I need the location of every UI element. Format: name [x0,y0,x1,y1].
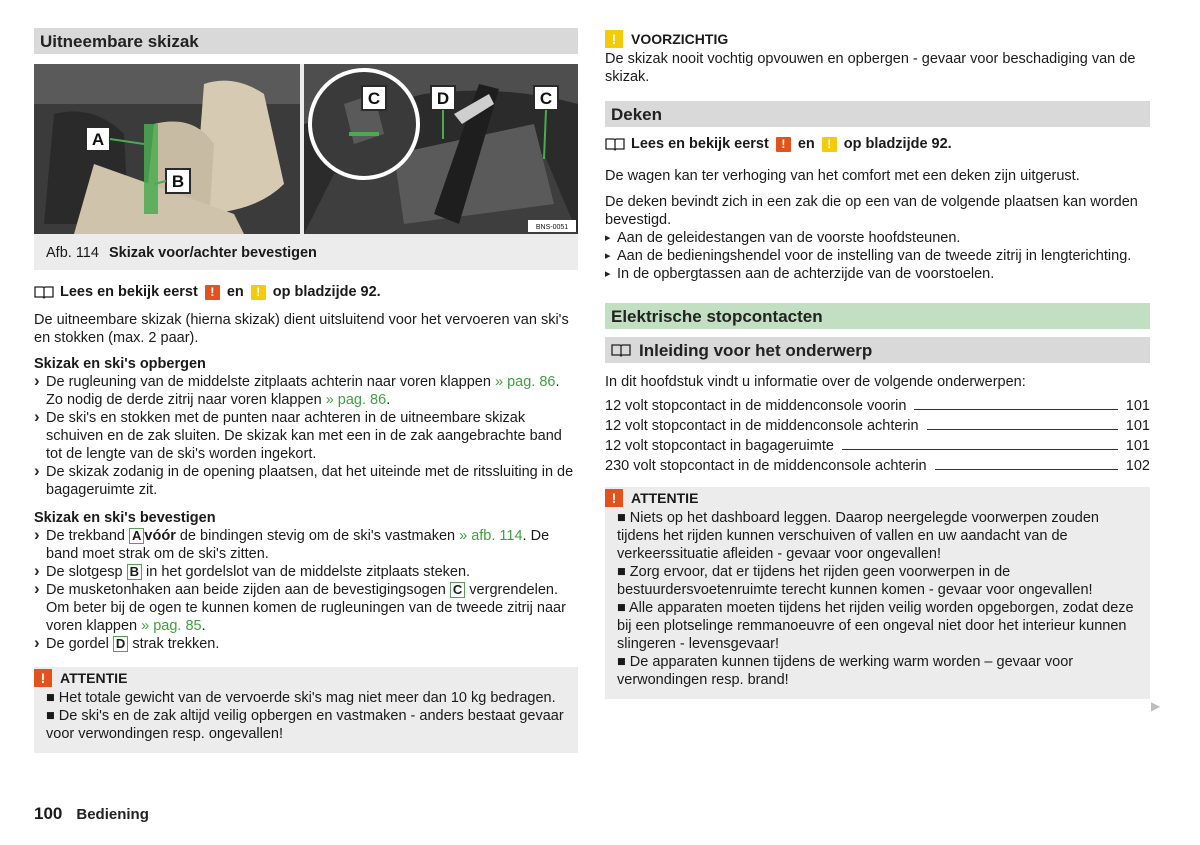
caution-title: VOORZICHTIG [631,31,729,47]
step-item: › De skizak zodanig in de opening plaatsen, dat het uiteinde met de ritssluiting in de bagageruimte zit. [34,463,578,499]
callout-b: B [171,172,185,191]
warning-title: ATTENTIE [631,490,699,506]
toc-intro: In dit hoofdstuk vindt u informatie over de volgende onderwerpen: [605,374,1026,390]
toc-row[interactable]: 12 volt stopcontact in de middenconsole achterin 101 [605,418,1150,434]
book-icon [611,343,631,357]
step-item: › De slotgesp B in het gordelslot van de middelste zitplaats steken. [34,563,578,581]
figure-code: BNS-0051 [535,224,569,231]
page-link[interactable]: » pag. 86 [494,374,556,390]
page-footer [34,805,149,824]
warning-box [34,667,578,753]
warning-yellow-icon: ! [251,285,266,300]
read-first-post: op bladzijde 92. [843,136,952,152]
warning-red-icon: ! [205,285,220,300]
read-first-mid: en [226,284,244,300]
step-item: › De musketonhaken aan beide zijden aan de bevestigingsogen C vergrendelen. Om beter bij de ogen te kunnen komen de rugleuningen van de tweede zitrij naar voren klappen » pag. 85. [34,581,578,635]
page-link[interactable]: » pag. 86 [325,392,387,408]
callout-box: B [127,564,142,580]
callout-box: D [113,636,128,652]
photo-front-seats [34,64,300,234]
callout-box: C [450,582,465,598]
deken-paragraph-1: De wagen kan ter verhoging van het comfort met een deken zijn uitgerust. [605,168,1080,184]
deken-paragraph-2: De deken bevindt zich in een zak die op een van de volgende plaatsen kan worden bevestigd. [605,194,1138,228]
callout-c-left: C [367,89,381,108]
warning-icon: ! [34,669,52,687]
subsection-title [605,337,1150,363]
figure [34,64,578,270]
figure-images [34,64,578,234]
caution-box [605,28,1150,86]
warning-title: ATTENTIE [60,670,128,686]
warning-icon: ! [605,489,623,507]
bullet-item: ▸ Aan de geleidestangen van de voorste hoofdsteunen. [605,229,1150,247]
warning-item: ■ Zorg ervoor, dat er tijdens het rijden geen voorwerpen in de bestuurdersvoetenruimte terecht kunnen komen - gevaar voor ongevallen! [617,564,1093,598]
read-first [605,135,1150,153]
callout-d: D [436,89,450,108]
warning-item: ■ Alle apparaten moeten tijdens het rijden veilig worden opgeborgen, zodat deze bij een plotselinge remmanoeuvre of een ongeval niet door het interieur kunnen slingeren - levensgevaar! [617,600,1134,652]
photo-trunk [304,64,578,234]
toc-row[interactable]: 230 volt stopcontact in de middenconsole achterin 102 [605,458,1150,474]
read-first [34,283,578,301]
caution-header [605,28,1150,50]
warning-box [605,487,1150,699]
next-page-icon: ▶ [1151,699,1161,713]
caution-text: De skizak nooit vochtig opvouwen en opbergen - gevaar voor beschadiging van de skizak. [605,51,1136,85]
warning-item: ■ Het totale gewicht van de vervoerde ski's mag niet meer dan 10 kg bedragen. [46,690,556,706]
figure-title: Skizak voor/achter bevestigen [108,245,317,261]
intro-paragraph: De uitneembare skizak (hierna skizak) dient uitsluitend voor het vervoeren van ski's en stokken (max. 2 paar). [34,312,569,346]
section-title: Uitneembare skizak [34,28,578,54]
read-first-post: op bladzijde 92. [272,284,381,300]
section-title-deken: Deken [605,101,1150,127]
toc-row[interactable]: 12 volt stopcontact in bagageruimte 101 [605,438,1150,454]
toc-list [605,397,1150,477]
figure-link[interactable]: » afb. 114 [459,528,523,544]
warning-header [34,667,566,689]
page-number: 100 [34,804,63,823]
section-title-sockets: Elektrische stopcontacten [605,303,1150,329]
warning-item: ■ De apparaten kunnen tijdens de werking warm worden – gevaar voor verwondingen resp. brand! [617,654,1074,688]
step-item: › De ski's en stokken met de punten naar achteren in de uitneembare skizak schuiven en de zak sluiten. De skizak kan met een in de zak aangebrachte band tot de lengte van de ski's worden ingekort. [34,409,578,463]
page-link[interactable]: » pag. 85 [141,618,202,634]
callout-c-right: C [539,89,553,108]
footer-section: Bediening [76,806,149,823]
read-first-pre: Lees en bekijk eerst [631,136,769,152]
book-icon [34,285,54,299]
caution-icon: ! [605,30,623,48]
callout-a: A [91,130,105,149]
left-column [34,28,578,753]
figure-caption [34,234,578,270]
subheading-fasten: Skizak en ski's bevestigen [34,510,216,526]
subheading-store: Skizak en ski's opbergen [34,356,206,372]
toc-row[interactable]: 12 volt stopcontact in de middenconsole voorin 101 [605,398,1150,414]
step-item: › De gordel D strak trekken. [34,635,578,653]
step-item: › De rugleuning van de middelste zitplaats achterin naar voren klappen » pag. 86. Zo nodig de derde zitrij naar voren klappen » pag. 86. [34,373,578,409]
callout-box: A [129,528,144,544]
book-icon [605,137,625,151]
right-column [605,28,1150,699]
figure-label: Afb. 114 [46,245,99,261]
bullet-item: ▸ Aan de bedieningshendel voor de instelling van de tweede zitrij in lengterichting. [605,247,1150,265]
subsection-title-text: Inleiding voor het onderwerp [639,340,873,360]
read-first-pre: Lees en bekijk eerst [60,284,198,300]
warning-red-icon: ! [776,137,791,152]
warning-yellow-icon: ! [822,137,837,152]
bullet-item: ▸ In de opbergtassen aan de achterzijde van de voorstoelen. [605,265,1150,283]
read-first-mid: en [797,136,815,152]
warning-item: ■ Niets op het dashboard leggen. Daarop neergelegde voorwerpen zouden tijdens het rijden kunnen verschuiven of vallen en uw aandacht van de verkeerssituatie afleiden - gevaar voor ongevallen! [617,510,1099,562]
warning-header [605,487,1138,509]
step-item: › De trekband A vóór de bindingen stevig om de ski's vastmaken » afb. 114. De band moet strak om de ski's zitten. [34,527,578,563]
warning-item: ■ De ski's en de zak altijd veilig opbergen en vastmaken - anders bestaat gevaar voor verwondingen resp. ongevallen! [46,708,564,742]
